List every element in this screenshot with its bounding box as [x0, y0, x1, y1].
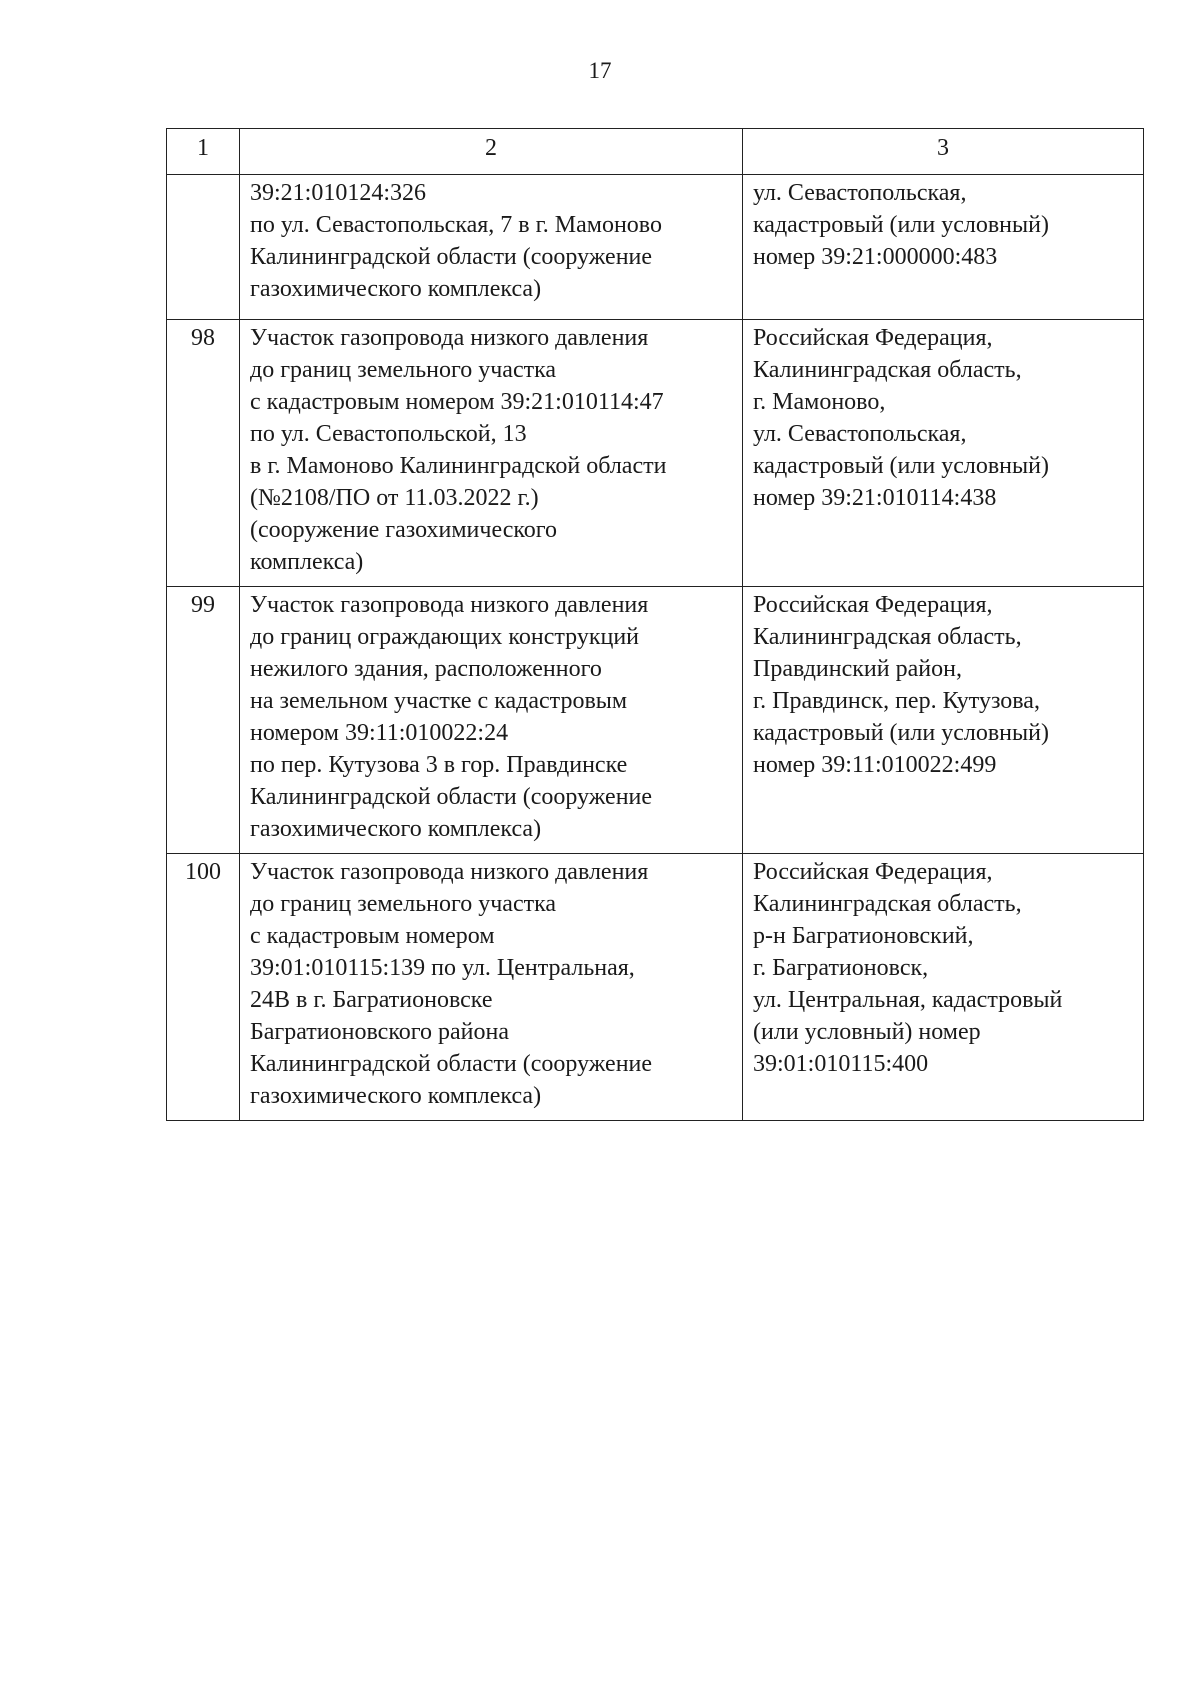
text-line: Калининградская область, — [753, 357, 1022, 383]
text-line: Багратионовского района — [250, 1019, 510, 1045]
text-line: Российская Федерация, — [753, 325, 993, 351]
text-line: Участок газопровода низкого давления — [250, 325, 649, 351]
text-line: Российская Федерация, — [753, 592, 993, 618]
text-line: (сооружение газохимического — [250, 517, 558, 543]
column-header-2: 2 — [240, 129, 743, 175]
table-row — [167, 320, 1144, 587]
text-line: до границ земельного участка — [250, 357, 557, 383]
text-line: комплекса) — [250, 549, 364, 575]
text-line: номером 39:11:010022:24 — [250, 720, 509, 746]
table-header-row — [167, 129, 1144, 175]
text-line: Российская Федерация, — [753, 859, 993, 885]
text-line: Калининградской области (сооружение — [250, 244, 653, 270]
text-line: до границ земельного участка — [250, 891, 557, 917]
text-line: кадастровый (или условный) — [753, 212, 1049, 238]
text-line: г. Правдинск, пер. Кутузова, — [753, 688, 1040, 714]
text-line: газохимического комплекса) — [250, 1083, 542, 1109]
text-line: г. Мамоново, — [753, 389, 886, 415]
text-line: номер 39:21:000000:483 — [753, 244, 998, 270]
text-line: газохимического комплекса) — [250, 816, 542, 842]
object-location — [743, 854, 1144, 1121]
text-line: газохимического комплекса) — [250, 276, 542, 302]
text-line: с кадастровым номером — [250, 923, 495, 949]
text-line: Участок газопровода низкого давления — [250, 859, 649, 885]
text-line: по ул. Севастопольской, 13 — [250, 421, 527, 447]
text-line: 39:21:010124:326 — [250, 180, 427, 206]
text-line: Правдинский район, — [753, 656, 962, 682]
object-description — [240, 175, 743, 320]
text-line: Калининградской области (сооружение — [250, 1051, 653, 1077]
text-line: нежилого здания, расположенного — [250, 656, 602, 682]
text-line: 24В в г. Багратионовске — [250, 987, 493, 1013]
text-line: кадастровый (или условный) — [753, 720, 1049, 746]
text-line: номер 39:11:010022:499 — [753, 752, 997, 778]
text-line: на земельном участке с кадастровым — [250, 688, 628, 714]
text-line: кадастровый (или условный) — [753, 453, 1049, 479]
registry-table — [166, 128, 1144, 1121]
text-line: Калининградской области (сооружение — [250, 784, 653, 810]
object-location — [743, 587, 1144, 854]
text-line: по ул. Севастопольская, 7 в г. Мамоново — [250, 212, 662, 238]
text-line: в г. Мамоново Калининградской области — [250, 453, 667, 479]
text-line: Калининградская область, — [753, 624, 1022, 650]
row-number: 99 — [167, 587, 240, 854]
text-line: (№2108/ПО от 11.03.2022 г.) — [250, 485, 539, 511]
text-line: 39:01:010115:400 — [753, 1051, 929, 1077]
object-description — [240, 587, 743, 854]
page-number: 17 — [588, 58, 612, 83]
object-location — [743, 320, 1144, 587]
table-row — [167, 587, 1144, 854]
column-header-3: 3 — [743, 129, 1144, 175]
row-number: 100 — [167, 854, 240, 1121]
object-location — [743, 175, 1144, 320]
text-line: Калининградская область, — [753, 891, 1022, 917]
object-description — [240, 320, 743, 587]
text-line: 39:01:010115:139 по ул. Центральная, — [250, 955, 635, 981]
row-number — [167, 175, 240, 320]
text-line: р-н Багратионовский, — [753, 923, 974, 949]
text-line: номер 39:21:010114:438 — [753, 485, 997, 511]
column-header-1: 1 — [167, 129, 240, 175]
table-row — [167, 854, 1144, 1121]
text-line: до границ ограждающих конструкций — [250, 624, 640, 650]
text-line: ул. Севастопольская, — [753, 421, 967, 447]
text-line: по пер. Кутузова 3 в гор. Правдинске — [250, 752, 628, 778]
text-line: г. Багратионовск, — [753, 955, 929, 981]
table-row — [167, 175, 1144, 320]
text-line: ул. Центральная, кадастровый — [753, 987, 1063, 1013]
object-description — [240, 854, 743, 1121]
text-line: ул. Севастопольская, — [753, 180, 967, 206]
text-line: Участок газопровода низкого давления — [250, 592, 649, 618]
text-line: с кадастровым номером 39:21:010114:47 — [250, 389, 664, 415]
row-number: 98 — [167, 320, 240, 587]
text-line: (или условный) номер — [753, 1019, 981, 1045]
